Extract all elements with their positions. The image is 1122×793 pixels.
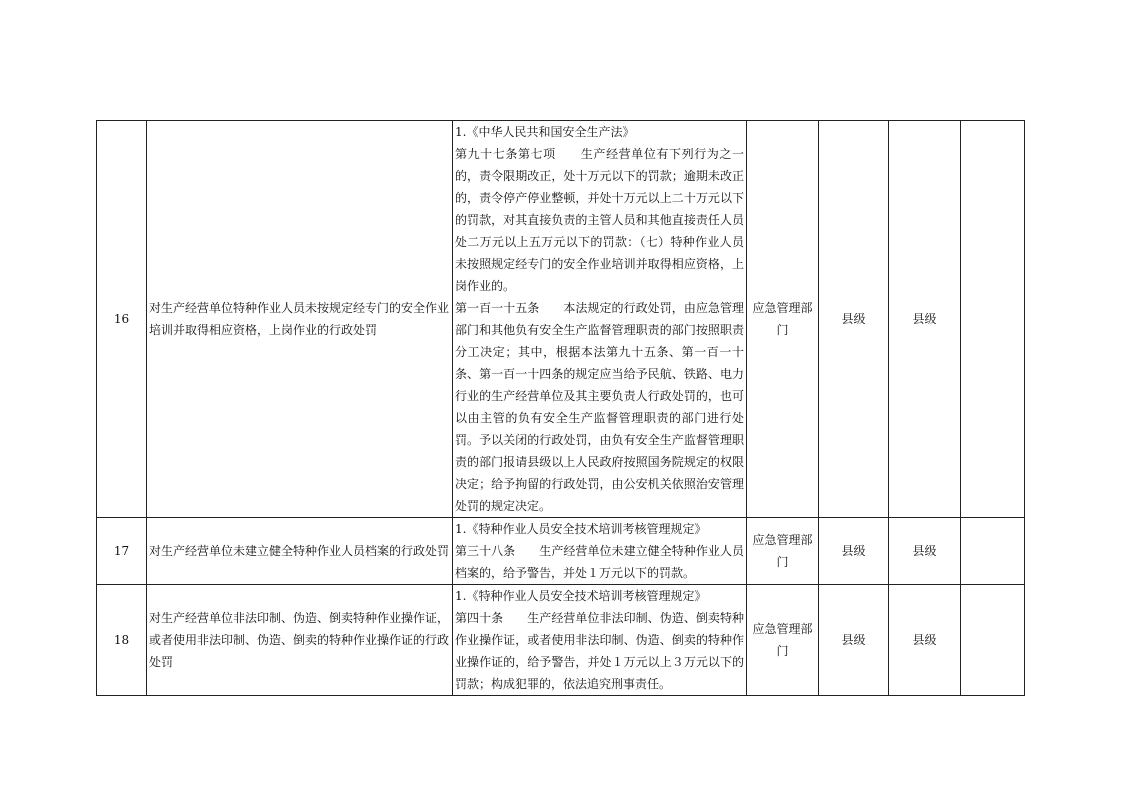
legal-basis [453, 518, 747, 585]
item-name: 对生产经营单位未建立健全特种作业人员档案的行政处罚 [147, 518, 453, 585]
remarks [961, 518, 1025, 585]
basis-paragraph: 1.《特种作业人员安全技术培训考核管理规定》 [455, 589, 707, 603]
table-row [97, 121, 1025, 518]
table-row [97, 518, 1025, 585]
legal-basis [453, 585, 747, 696]
legal-basis [453, 121, 747, 518]
basis-paragraph: 第四十条 生产经营单位非法印制、伪造、倒卖特种作业操作证，或者使用非法印制、伪造、倒卖的特种作业操作证的，给予警告，并处１万元以上３万元以下的罚款；构成犯罪的，依法追究刑事责任。 [455, 611, 744, 691]
department: 应急管理部门 [747, 518, 819, 585]
penalty-table [96, 120, 1025, 696]
item-name: 对生产经营单位特种作业人员未按规定经专门的安全作业培训并取得相应资格，上岗作业的行政处罚 [147, 121, 453, 518]
level-1: 县级 [819, 585, 889, 696]
basis-paragraph: 第三十八条 生产经营单位未建立健全特种作业人员档案的，给予警告，并处１万元以下的罚款。 [455, 544, 744, 580]
row-number: 18 [97, 585, 147, 696]
level-1: 县级 [819, 518, 889, 585]
basis-paragraph: 第九十七条第七项 生产经营单位有下列行为之一的，责令限期改正，处十万元以下的罚款；逾期未改正的，责令停产停业整顿，并处十万元以上二十万元以下的罚款，对其直接负责的主管人员和其他直接责任人员处二万元以上五万元以下的罚款：（七）特种作业人员未按照规定经专门的安全作业培训并取得相应资格，上岗作业的。 [455, 147, 744, 293]
table-row [97, 585, 1025, 696]
row-number: 16 [97, 121, 147, 518]
row-number: 17 [97, 518, 147, 585]
department: 应急管理部门 [747, 121, 819, 518]
basis-paragraph: 1.《中华人民共和国安全生产法》 [455, 125, 635, 139]
level-2: 县级 [889, 518, 961, 585]
item-name: 对生产经营单位非法印制、伪造、倒卖特种作业操作证，或者使用非法印制、伪造、倒卖的特种作业操作证的行政处罚 [147, 585, 453, 696]
remarks [961, 121, 1025, 518]
basis-paragraph: 1.《特种作业人员安全技术培训考核管理规定》 [455, 522, 707, 536]
basis-paragraph: 第一百一十五条 本法规定的行政处罚，由应急管理部门和其他负有安全生产监督管理职责的部门按照职责分工决定；其中，根据本法第九十五条、第一百一十条、第一百一十四条的规定应当给予民航、铁路、电力行业的生产经营单位及其主要负责人行政处罚的，也可以由主管的负有安全生产监督管理职责的部门进行处罚。予以关闭的行政处罚，由负有安全生产监督管理职责的部门报请县级以上人民政府按照国务院规定的权限决定；给予拘留的行政处罚，由公安机关依照治安管理处罚的规定决定。 [455, 301, 744, 513]
department: 应急管理部门 [747, 585, 819, 696]
level-2: 县级 [889, 121, 961, 518]
level-2: 县级 [889, 585, 961, 696]
level-1: 县级 [819, 121, 889, 518]
remarks [961, 585, 1025, 696]
